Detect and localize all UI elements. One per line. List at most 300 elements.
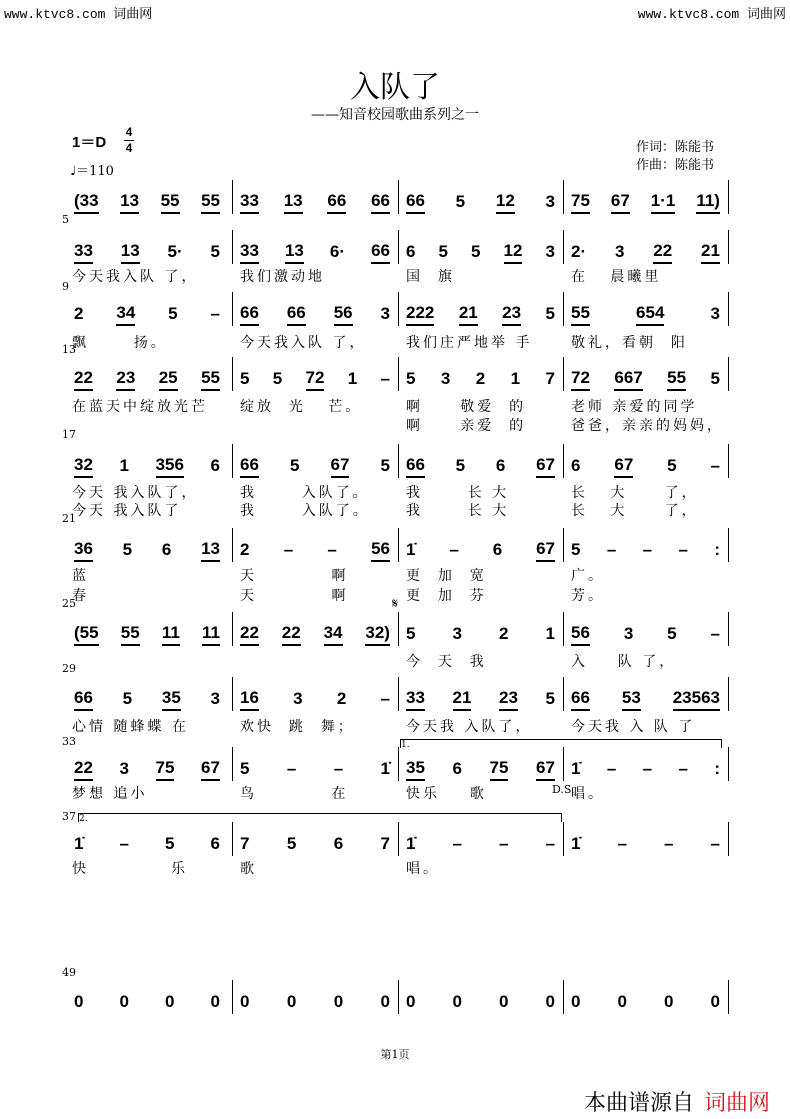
measure-number: 33	[62, 735, 76, 748]
barline	[232, 822, 233, 856]
lyric-text: 梦想 追小	[72, 786, 148, 802]
note-group: 667	[614, 368, 642, 391]
lyric-text: 今天我 入 队 了	[571, 719, 696, 735]
measure	[571, 830, 720, 858]
lyric-text: 更 加 宽	[406, 568, 487, 584]
barline	[563, 677, 564, 711]
lyrics-line	[70, 482, 730, 500]
barline	[563, 230, 564, 264]
note-group: 16	[240, 688, 259, 711]
volta-1-label: 1.	[401, 740, 410, 750]
barline	[232, 612, 233, 646]
barline	[398, 230, 399, 264]
barline	[398, 677, 399, 711]
note-group: 1	[119, 455, 129, 475]
note-group: 1̇	[571, 833, 581, 853]
lyric-text: 我 入队了。	[240, 485, 370, 501]
note-group: 66	[571, 688, 590, 711]
note-group: 12	[504, 241, 523, 264]
measure	[240, 188, 390, 216]
barline	[232, 980, 233, 1014]
barline	[728, 612, 729, 646]
note-group: –	[283, 539, 294, 559]
note-group: 25	[159, 368, 178, 391]
lyric-text: 今 天 我	[406, 654, 487, 670]
note-group: 2	[475, 368, 486, 388]
key-signature: 1＝D	[72, 134, 107, 151]
ds-marking: D.S.	[552, 783, 575, 796]
barline	[563, 444, 564, 478]
barline	[728, 747, 729, 781]
note-group: 5	[286, 833, 297, 853]
lyric-text: 长 大 了，	[571, 485, 699, 501]
note-group: 5	[240, 368, 250, 388]
note-group: 3	[452, 623, 462, 643]
measure	[74, 830, 220, 858]
lyric-text: 歌	[240, 861, 257, 877]
barline	[563, 357, 564, 391]
measure	[74, 620, 220, 648]
barline	[398, 528, 399, 562]
lyrics-line	[70, 415, 730, 433]
barline	[563, 747, 564, 781]
barline	[232, 444, 233, 478]
measure	[406, 365, 555, 393]
measure	[74, 536, 220, 564]
measure	[406, 830, 555, 858]
note-group: 5	[406, 623, 416, 643]
lyricist: 作词：陈能书	[636, 140, 715, 155]
note-group: –	[210, 303, 220, 323]
time-bottom: 4	[125, 141, 133, 155]
barline	[232, 180, 233, 214]
note-group: 22	[74, 758, 93, 781]
note-group: 55	[571, 303, 590, 326]
note-group: 7	[380, 833, 390, 853]
note-group: 75	[490, 758, 509, 781]
note-group: 66	[240, 303, 259, 326]
note-group: 67	[536, 455, 555, 478]
note-group: 34	[324, 623, 343, 646]
note-group: 2	[336, 688, 347, 708]
note-group: 12	[496, 191, 515, 214]
note-group: 5	[545, 688, 555, 708]
note-group: –	[642, 539, 653, 559]
lyric-text: 快 乐	[72, 861, 188, 877]
barline	[398, 980, 399, 1014]
measure	[240, 620, 390, 648]
note-group: 6	[492, 539, 503, 559]
measure-number: 49	[62, 966, 76, 979]
note-group: 35	[162, 688, 181, 711]
note-group: 1̇	[74, 833, 84, 853]
note-group: 13	[284, 191, 303, 214]
barline	[398, 822, 399, 856]
barline	[398, 612, 399, 646]
note-group: 3	[440, 368, 451, 388]
note-group: 5	[471, 241, 481, 261]
note-group: 356	[156, 455, 184, 478]
staff-system	[70, 188, 730, 216]
note-group: 3	[614, 241, 625, 261]
lyric-text: 长 大 了，	[571, 503, 699, 519]
note-group: 11	[162, 623, 180, 646]
barline	[398, 747, 399, 781]
note-group: 0	[406, 991, 416, 1011]
note-group: –	[499, 833, 509, 853]
measure	[74, 452, 220, 480]
staff-system	[70, 536, 730, 564]
staff-system	[70, 620, 730, 648]
note-group: 3	[380, 303, 390, 323]
note-group: 6	[452, 758, 462, 778]
staff-system	[70, 365, 730, 393]
note-group: 2	[499, 623, 509, 643]
barline	[563, 980, 564, 1014]
note-group: –	[286, 758, 297, 778]
lyric-text: 今天 我入队了	[72, 503, 182, 519]
note-group: 6	[161, 539, 172, 559]
note-group: 5	[289, 455, 300, 475]
lyrics-line	[70, 500, 730, 518]
barline	[232, 677, 233, 711]
note-group: 5	[455, 455, 466, 475]
note-group: 5	[455, 191, 466, 211]
measure	[240, 365, 390, 393]
note-group: 66	[371, 191, 390, 214]
measure	[571, 365, 720, 393]
note-group: 5	[667, 455, 677, 475]
lyric-text: 敬礼，看朝 阳	[571, 335, 688, 351]
measure	[74, 988, 220, 1016]
lyrics-line	[70, 716, 730, 734]
note-group: 5	[122, 539, 133, 559]
lyric-text: 广。	[571, 568, 605, 584]
note-group: 72	[571, 368, 590, 391]
lyric-text: 今天我入队 了，	[72, 269, 199, 285]
lyric-text: 在 晨曦里	[571, 269, 662, 285]
note-group: 654	[636, 303, 664, 326]
measure-number: 37	[62, 810, 76, 823]
lyric-text: 天 啊	[240, 568, 349, 584]
lyrics-line	[70, 396, 730, 414]
note-group: (33	[74, 191, 99, 214]
measure	[406, 300, 555, 328]
note-group: 55	[201, 191, 220, 214]
barline	[563, 292, 564, 326]
note-group: 5	[710, 368, 720, 388]
note-group: 22	[653, 241, 672, 264]
staff-system	[70, 830, 730, 858]
barline	[232, 528, 233, 562]
note-group: –	[449, 539, 459, 559]
measure	[406, 685, 555, 713]
lyric-text: 唱。	[406, 861, 440, 877]
barline	[728, 822, 729, 856]
page-number: 第1页	[380, 1048, 410, 1061]
note-group: 0	[452, 991, 462, 1011]
note-group: –	[710, 833, 720, 853]
note-group: 5	[168, 303, 178, 323]
lyrics-line	[70, 585, 730, 603]
staff-system	[70, 238, 730, 266]
note-group: –	[333, 758, 344, 778]
lyric-text: 飘 扬。	[72, 335, 168, 351]
measure-number: 21	[62, 512, 76, 525]
measure	[406, 536, 555, 564]
note-group: 66	[240, 455, 259, 478]
measure	[571, 452, 720, 480]
barline	[232, 230, 233, 264]
note-group: 0	[333, 991, 344, 1011]
note-group: 7	[240, 833, 250, 853]
note-group: 5	[165, 833, 175, 853]
lyrics-line	[70, 332, 730, 350]
note-group: 3	[545, 191, 555, 211]
note-group: 75	[571, 191, 590, 214]
lyric-text: 快乐 歌	[406, 786, 487, 802]
lyric-text: 心情 随蜂蝶 在	[72, 719, 189, 735]
measure	[240, 830, 390, 858]
lyric-text: 今天 我入队了，	[72, 485, 199, 501]
note-group: 1̇	[571, 758, 581, 778]
composer: 作曲：陈能书	[636, 158, 715, 173]
note-group: 5	[667, 623, 677, 643]
note-group: 3	[210, 688, 220, 708]
lyric-text: 天 啊	[240, 588, 349, 604]
barline	[728, 357, 729, 391]
note-group: 55	[161, 191, 180, 214]
measure	[571, 755, 720, 783]
staff-system	[70, 988, 730, 1016]
staff-system	[70, 452, 730, 480]
note-group: 1·1	[651, 191, 676, 214]
barline	[398, 180, 399, 214]
lyric-text: 鸟 在	[240, 786, 349, 802]
note-group: –	[710, 455, 720, 475]
note-group: 7	[545, 368, 555, 388]
staff-system	[70, 755, 730, 783]
measure	[571, 238, 720, 266]
note-group: 53	[622, 688, 641, 711]
note-group: 67	[331, 455, 350, 478]
lyric-text: 更 加 芬	[406, 588, 487, 604]
lyric-text: 啊 亲爱 的	[406, 418, 527, 434]
note-group: 0	[240, 991, 250, 1011]
note-group: 6	[495, 455, 506, 475]
note-group: 3	[293, 688, 303, 708]
note-group: 66	[287, 303, 306, 326]
note-group: 13	[201, 539, 220, 562]
note-group: 0	[210, 991, 220, 1011]
lyric-text: 入 队 了，	[571, 654, 677, 670]
note-group: 56	[334, 303, 353, 326]
note-group: 67	[614, 455, 633, 478]
note-group: –	[380, 688, 390, 708]
measure-number: 17	[62, 428, 76, 441]
lyric-text: 我 入队了。	[240, 503, 370, 519]
note-group: 5	[571, 539, 581, 559]
barline	[563, 822, 564, 856]
barline	[563, 180, 564, 214]
note-group: –	[452, 833, 462, 853]
note-group: 6·	[329, 241, 346, 261]
volta-1	[400, 739, 722, 748]
watermark-left: www.ktvc8.com 词曲网	[4, 7, 153, 22]
measure	[74, 365, 220, 393]
measure	[571, 988, 720, 1016]
note-group: 66	[327, 191, 346, 214]
note-group: 5	[380, 455, 390, 475]
note-group: 3	[545, 241, 555, 261]
lyric-text: 今天我入队 了，	[240, 335, 367, 351]
measure	[406, 620, 555, 648]
lyrics-line	[70, 565, 730, 583]
lyric-text: 我 长 大	[406, 485, 510, 501]
barline	[398, 357, 399, 391]
lyric-text: 唱。	[571, 786, 605, 802]
note-group: 13	[121, 241, 140, 264]
lyric-text: 爸爸，亲亲的妈妈，	[571, 418, 724, 434]
note-group: 0	[380, 991, 390, 1011]
note-group: 66	[406, 191, 425, 214]
lyric-text: 啊 敬爱 的	[406, 399, 527, 415]
measure	[571, 620, 720, 648]
measure	[240, 988, 390, 1016]
note-group: 5	[406, 368, 416, 388]
measure-number: 5	[62, 213, 69, 226]
measure	[74, 300, 220, 328]
lyric-text: 我们庄严地举 手	[406, 335, 533, 351]
note-group: –	[606, 539, 617, 559]
measure	[406, 755, 555, 783]
note-group: –	[327, 539, 337, 559]
note-group: 75	[156, 758, 175, 781]
note-group: –	[642, 758, 653, 778]
note-group: 72	[306, 368, 325, 391]
note-group: 55	[121, 623, 140, 646]
note-group: 67	[611, 191, 630, 214]
note-group: 0	[571, 991, 581, 1011]
note-group: :	[714, 758, 720, 778]
note-group: –	[606, 758, 617, 778]
note-group: 11)	[696, 191, 720, 214]
note-group: 23563	[673, 688, 720, 711]
segno-icon: 𝄋	[392, 596, 399, 612]
note-group: 5	[438, 241, 448, 261]
song-title: 入队了	[350, 70, 440, 105]
note-group: 23	[502, 303, 521, 326]
note-group: 66	[74, 688, 93, 711]
measure	[571, 536, 720, 564]
note-group: 6	[406, 241, 416, 261]
lyric-text: 芳。	[571, 588, 605, 604]
barline	[232, 747, 233, 781]
measure	[406, 188, 555, 216]
note-group: 55	[667, 368, 686, 391]
note-group: 0	[74, 991, 84, 1011]
note-group: 22	[74, 368, 93, 391]
note-group: 0	[499, 991, 509, 1011]
note-group: 34	[116, 303, 135, 326]
lyric-text: 国 旗	[406, 269, 455, 285]
note-group: (55	[74, 623, 99, 646]
measure	[240, 452, 390, 480]
note-group: 23	[499, 688, 518, 711]
measure	[74, 238, 220, 266]
note-group: 2	[240, 539, 250, 559]
measure-number: 25	[62, 597, 76, 610]
measure	[571, 685, 720, 713]
note-group: –	[678, 539, 688, 559]
lyric-text: 在蓝天中绽放光芒	[72, 399, 208, 415]
measure-number: 9	[62, 280, 69, 293]
measure	[74, 755, 220, 783]
note-group: 23	[116, 368, 135, 391]
note-group: 0	[286, 991, 297, 1011]
lyric-text: 欢快 跳 舞；	[240, 719, 355, 735]
note-group: 67	[536, 539, 555, 562]
volta-2	[78, 813, 562, 822]
staff-system	[70, 300, 730, 328]
tempo-marking: ♩＝110	[70, 164, 114, 179]
measure	[240, 238, 390, 266]
note-group: 21	[459, 303, 478, 326]
note-group: 0	[710, 991, 720, 1011]
note-group: 56	[371, 539, 390, 562]
note-group: 6	[333, 833, 344, 853]
measure	[406, 452, 555, 480]
lyric-text: 老师 亲爱的同学	[571, 399, 698, 415]
measure	[74, 188, 220, 216]
note-group: 32	[74, 455, 93, 478]
watermark-right: www.ktvc8.com 词曲网	[637, 7, 786, 22]
note-group: 1	[347, 368, 358, 388]
note-group: –	[380, 368, 390, 388]
lyric-text: 蓝	[72, 568, 89, 584]
measure	[240, 300, 390, 328]
note-group: 0	[617, 991, 627, 1011]
note-group: 1̇	[406, 833, 416, 853]
note-group: 3	[119, 758, 129, 778]
note-group: 32)	[365, 623, 390, 646]
note-group: 67	[201, 758, 220, 781]
note-group: 6	[571, 455, 581, 475]
note-group: –	[710, 623, 720, 643]
note-group: 33	[240, 191, 259, 214]
measure-number: 13	[62, 343, 76, 356]
barline	[398, 292, 399, 326]
barline	[728, 292, 729, 326]
barline	[728, 677, 729, 711]
note-group: 67	[536, 758, 555, 781]
note-group: 21	[701, 241, 720, 264]
note-group: –	[119, 833, 129, 853]
measure	[571, 188, 720, 216]
measure	[74, 685, 220, 713]
note-group: 3	[710, 303, 720, 323]
note-group: 66	[371, 241, 390, 264]
note-group: 5	[210, 241, 220, 261]
note-group: 0	[664, 991, 674, 1011]
note-group: 1	[510, 368, 521, 388]
barline	[728, 444, 729, 478]
note-group: 33	[240, 241, 259, 264]
note-group: 0	[119, 991, 129, 1011]
note-group: 11	[202, 623, 220, 646]
source-site: 词曲网	[703, 1091, 770, 1116]
note-group: 5·	[167, 241, 183, 261]
